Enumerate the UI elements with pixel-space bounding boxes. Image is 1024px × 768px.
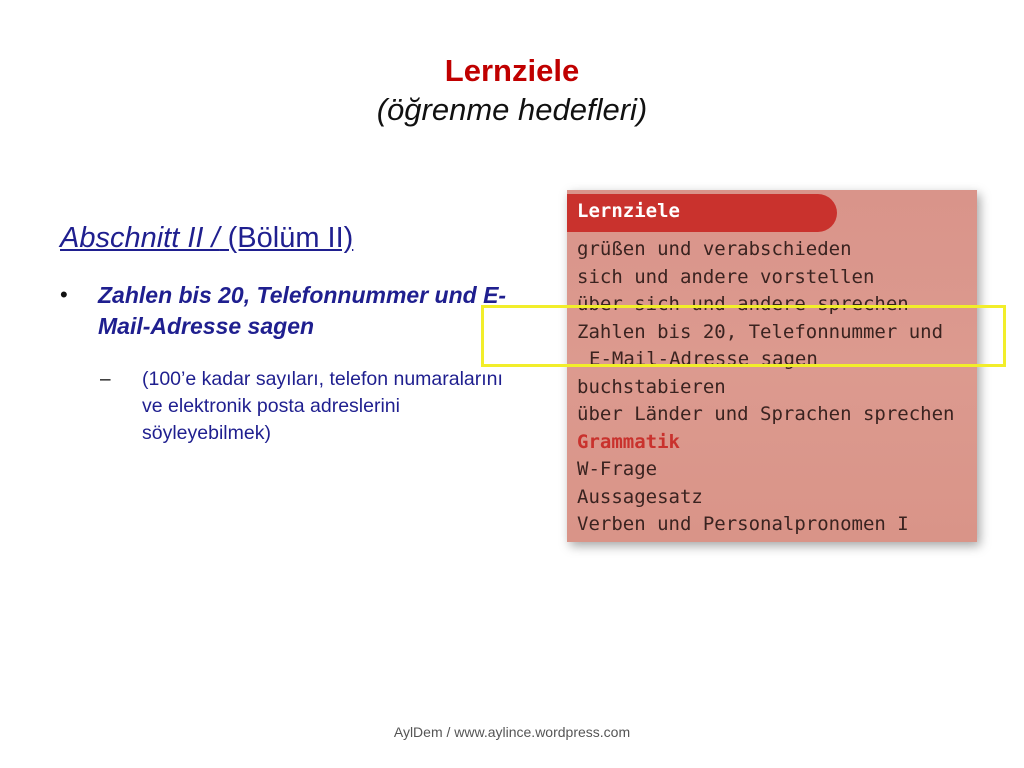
excerpt-grammar-header: Grammatik <box>577 430 680 453</box>
excerpt-line: buchstabieren <box>577 375 726 398</box>
sub-bullet-item <box>100 366 520 447</box>
excerpt-grammar-line: Aussagesatz <box>577 485 703 508</box>
excerpt-header: Lernziele <box>577 200 680 222</box>
section-heading-main: Abschnitt II / <box>60 222 220 254</box>
excerpt-line: sich und andere vorstellen <box>577 265 875 288</box>
slide-subtitle: (öğrenme hedefleri) <box>376 92 648 127</box>
excerpt-grammar-line: Verben und Personalpronomen I <box>577 513 909 535</box>
section-heading-sub: (Bölüm II) <box>219 222 354 254</box>
excerpt-line: über Länder und Sprachen sprechen <box>577 403 955 425</box>
excerpt-lines <box>577 236 955 539</box>
dash-icon: – <box>100 369 111 390</box>
slide-title-block <box>0 52 1024 130</box>
bullet-dot-icon: • <box>60 282 68 307</box>
excerpt-line: Zahlen bis 20, Telefonnummer und <box>577 320 944 343</box>
bullet-item <box>60 280 530 342</box>
bullet-text: Zahlen bis 20, Telefonnummer und E-Mail-Adresse sagen <box>98 282 507 339</box>
excerpt-header-band <box>567 194 837 232</box>
sub-bullet-text: (100’e kadar sayıları, telefon numaralarını ve elektronik posta adreslerini söyleyebilmek) <box>142 368 503 444</box>
section-heading <box>60 222 353 255</box>
highlight-box <box>481 305 1006 367</box>
excerpt-line: E-Mail-Adresse sagen <box>589 348 818 370</box>
excerpt-grammar-line: W-Frage <box>577 458 658 480</box>
slide-title: Lernziele <box>444 53 580 88</box>
excerpt-line: über sich und andere sprechen <box>577 293 909 315</box>
excerpt-line: grüßen und verabschieden <box>577 238 852 260</box>
slide-footer: AylDem / www.aylince.wordpress.com <box>393 724 631 740</box>
